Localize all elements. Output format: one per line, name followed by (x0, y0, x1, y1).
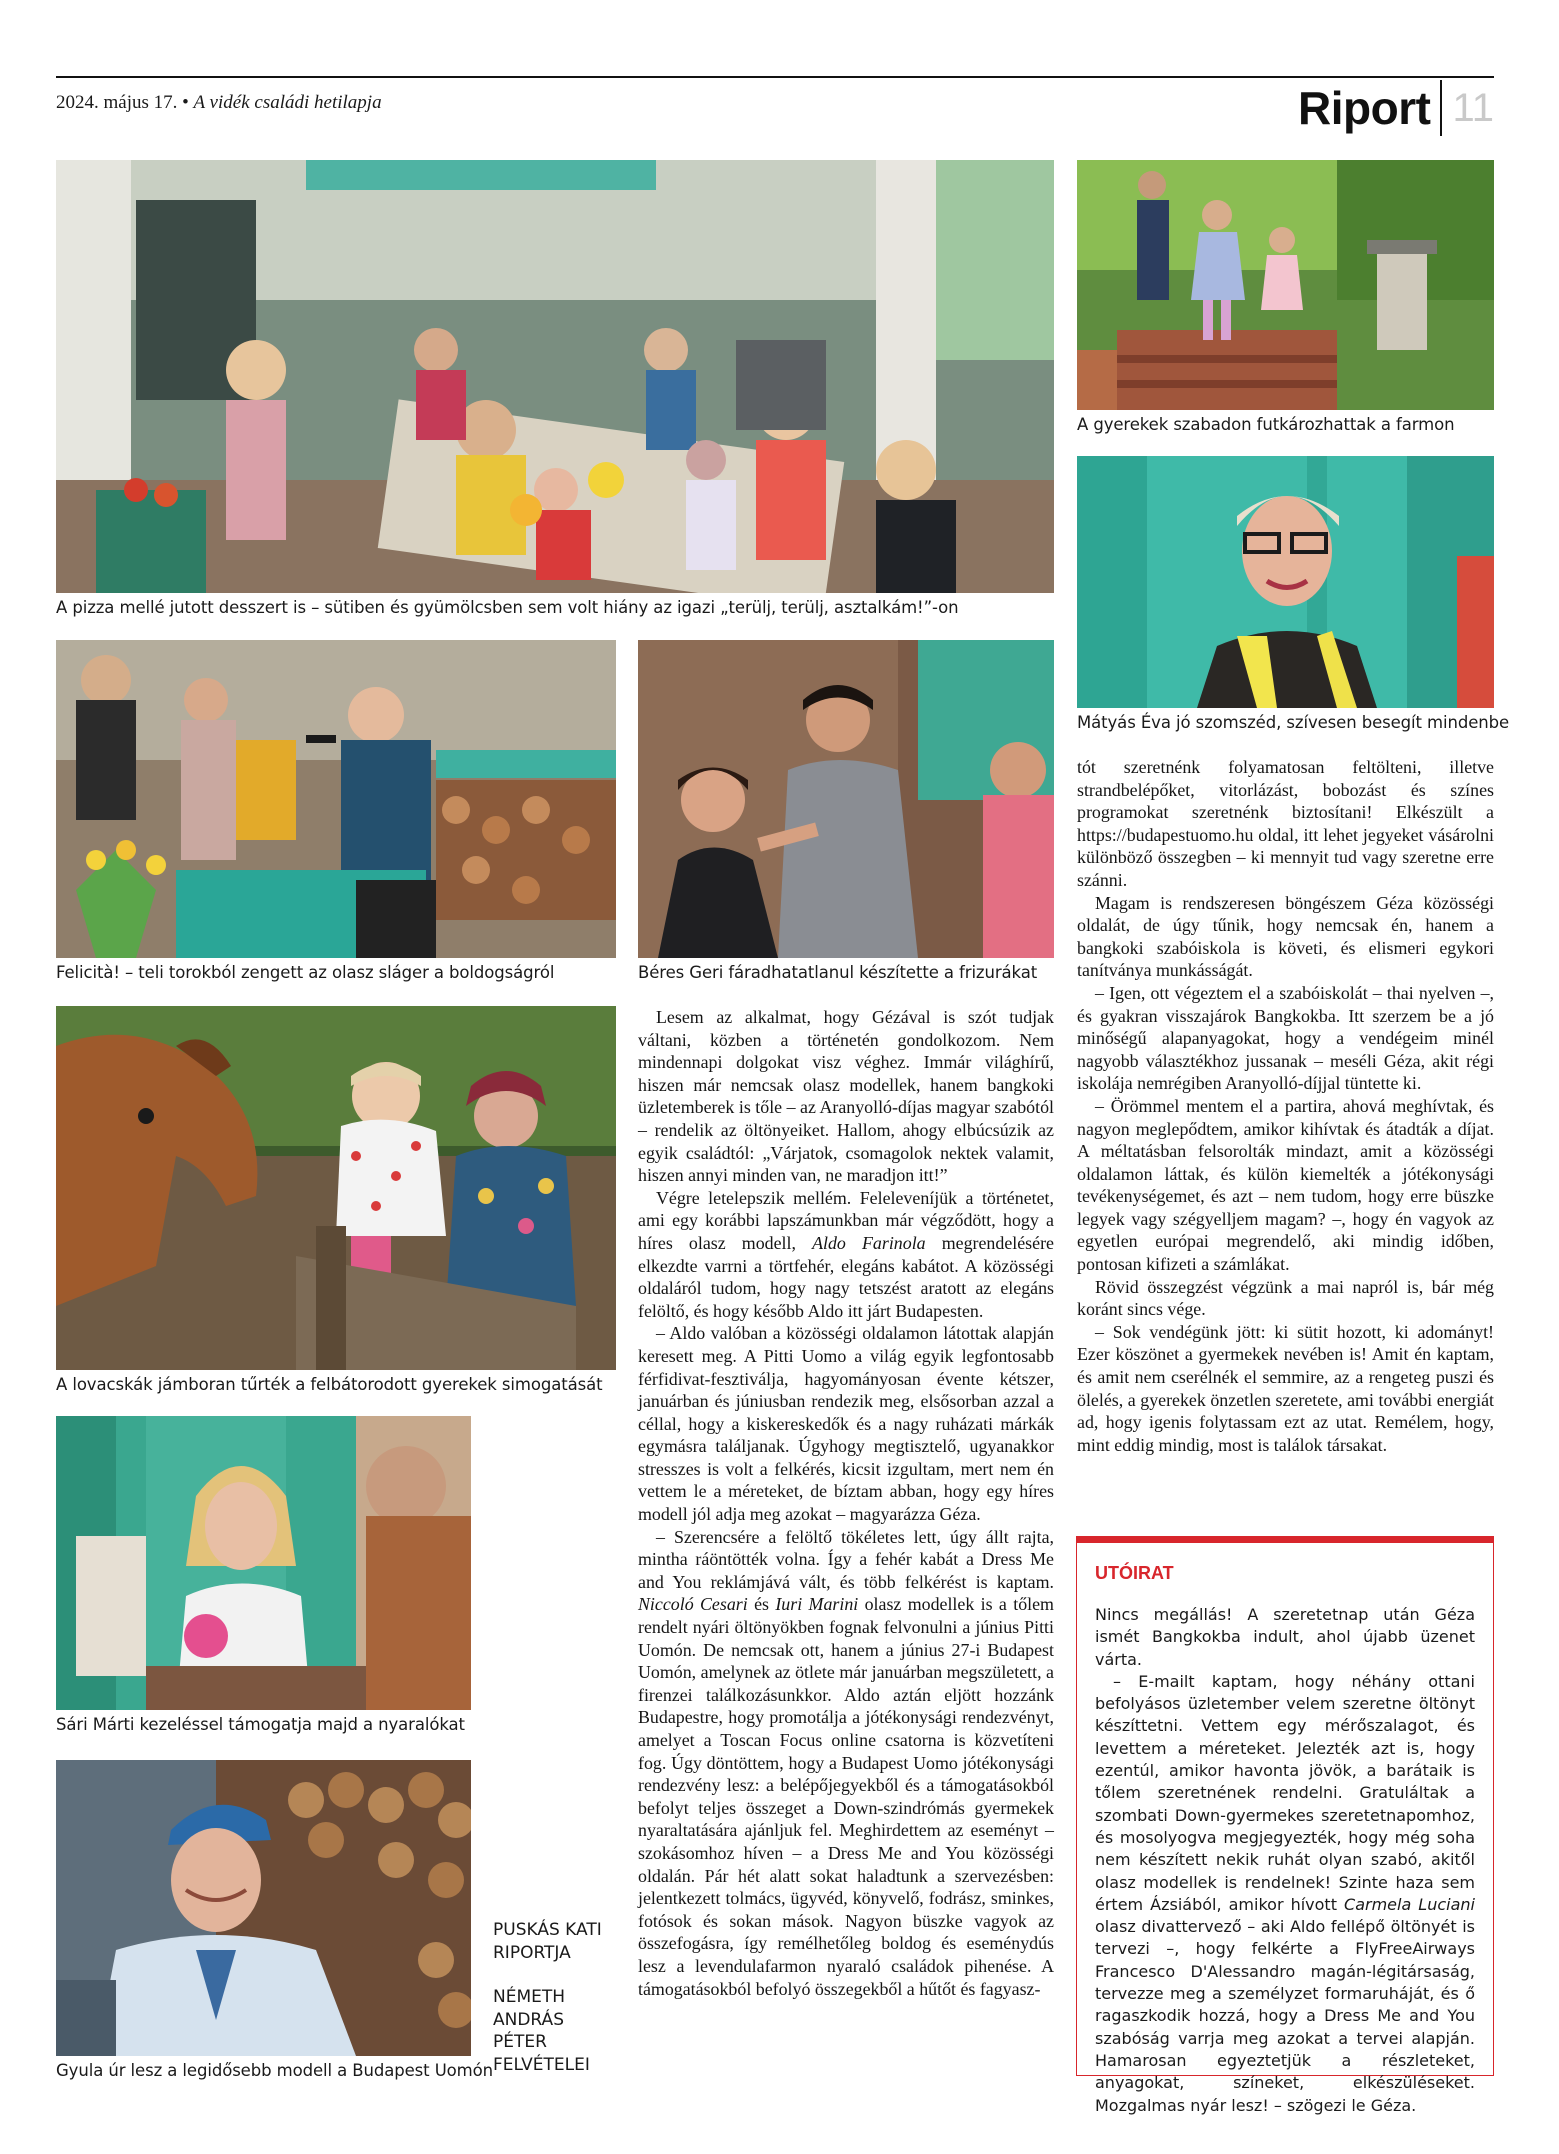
section-title: Riport (1298, 82, 1431, 134)
section-header (1298, 80, 1494, 136)
article-credits (493, 1919, 608, 2076)
photo-dessert-table (56, 160, 1054, 593)
publication-name: A vidék családi hetilapja (193, 92, 382, 113)
article-paragraph: – Sok vendégünk jött: ki sütit hozott, ki adományt! Ezer köszönet a gyermekek nevében is! Amit én kaptam, és amit nem cserélnék el semmire, az a rengeteg puszi és ölelés, a gyerekek önzetlen szeretete, ami további energiát ad, hogy igenis folytassam ezt az utat. Remélem, hogy, mint eddig mindig, most is találok társakat. (1077, 1321, 1494, 1455)
article-paragraph: Rövid összegzést végzünk a mai napról is, bár még koránt sincs vége. (1077, 1276, 1494, 1320)
photo-matyas-eva (1077, 456, 1494, 708)
postscript-box (1076, 1536, 1494, 2115)
caption-matyas-eva: Mátyás Éva jó szomszéd, szívesen besegít mindenbe (1077, 713, 1510, 732)
caption-horses: A lovacskák jámboran tűrték a felbátorodott gyerekek simogatását (56, 1375, 603, 1394)
credit-author-name: PUSKÁS KATI (493, 1920, 602, 1940)
person-name: Niccoló Cesari (638, 1594, 748, 1615)
postscript-body (1095, 1604, 1475, 2117)
caption-sari-marti: Sári Márti kezeléssel támogatja majd a nyaralókat (56, 1715, 465, 1734)
article-column-2 (1077, 756, 1494, 1456)
postscript-paragraph: Nincs megállás! A szeretetnap után Géza ismét Bangkokba indult, ahol újabb üzenet várta. (1095, 1605, 1475, 1669)
article-paragraph: Magam is rendszeresen böngészem Géza közösségi oldalát, de úgy tűnik, hogy nemcsak én, hanem a bangkoki szabóiskola is követi, és elismeri egykori tanítványa munkásságát. (1077, 892, 1494, 981)
credit-photographer-role: FELVÉTELEI (493, 2054, 590, 2075)
issue-date: 2024. május 17. • (56, 92, 189, 113)
page-header (56, 76, 1494, 138)
article-paragraph: – Szerencsére a felöltő tökéletes lett, úgy állt rajta, mintha ráöntötték volna. Így a fehér kabát a Dress Me and You reklámjává vált, és több felkérést is kaptam. Niccoló Cesari és Iuri Marini olasz modellek is a tőlem rendelt nyári öltönyökben fognak felvonulni a június Pitti Uomón. De nemcsak ott, hanem a június 27-i Budapest Uomón, amelynek az ötlete már januárban megszületett, a firenzei találkozásunkkor. Aldo aztán eljött hozzánk Budapestre, hogy promotálja a jótékonysági rendezvényt, amelyet a Toscan Focus online csatorna is közvetíteni fog. Úgy döntöttem, hogy a Budapest Uomo jótékonysági rendezvény lesz: a belépőjegyekből és a támogatásokból befolyt teljes összeget a Down-szindrómás gyermekek nyaraltatására ajánljuk fel. Meghirdettem az eseményt – szokásomhoz híven – a Dress Me and You közösségi oldalán. Pár hét alatt sokat haladtunk a szervezésben: jelentkezett tolmács, ügyvéd, könyvelő, fodrász, sminkes, fotósok és sokan mások. Nagyon büszke vagyok az összefogásra, így remélhetőleg boldog és eseménydús lesz a levendulafarmon nyaraló családok pihenése. A támogatásokból befolyó összegekből a hűtőt és fagyasz- (638, 1526, 1054, 1999)
photo-gyula (56, 1760, 471, 2056)
article-paragraph: Lesem az alkalmat, hogy Gézával is szót tudjak váltani, közben a történetén gondolkozom. Nem mindennapi dolgokat visz véghez. Immár világhírű, hiszen már nemcsak olasz modellek, hanem bangkoki üzletemberek is tőle – az Aranyolló-díjas magyar szabótól – rendelik az öltönyeiket. Hallom, ahogy elbúcsúzik az egyik családtól: „Várjatok, csomagolok nektek valamit, hiszen annyi minden van, ne maradjon itt!” (638, 1007, 1054, 1186)
person-name: Carmela Luciani (1344, 1894, 1475, 1914)
photo-sari-marti (56, 1416, 471, 1710)
article-paragraph: – Aldo valóban a közösségi oldalamon látottak alapján keresett meg. A Pitti Uomo a világ egyik legfontosabb férfidivat-fesztiválja, hagyományosan évente kétszer, januárban és júniusban rendezik meg, elsősorban azzal a céllal, hogy a kiskereskedők és a nagy ruházati márkák egymásra találjanak. Úgyhogy megtisztelő, ugyanakkor stresszes is volt a felkérés, kicsit izgultam, mert nem én vettem le a méreteket, de bíztam abban, hogy egy híres modell jól adja meg azokat – magyarázza Géza. (638, 1323, 1054, 1525)
article-paragraph: – Igen, ott végeztem el a szabóiskolát – thai nyelven –, és gyakran visszajárok Bangkokba. Itt szerzem be a jó minőségű alapanyagokat, hogy a vendégeim minél nagyobb választékhoz jussanak – meséli Géza, akit régi iskolája nemrégiben Aranyolló-díjjal tüntette ki. (1077, 982, 1494, 1094)
article-paragraph: Végre letelepszik mellém. Feleleveníjük a történetet, ami egy korábbi lapszámunkban már végződött, hogy a híres olasz modell, Aldo Farinola megrendelésére elkezdte varrni a törtfehér, elegáns kabátot. A közösségi oldaláról tudom, hogy nagy tetszést aratott az elegáns felöltő, és hogy később Aldo itt járt Budapesten. (638, 1187, 1054, 1321)
credit-photographer-line1: NÉMETH (493, 1987, 566, 2007)
photo-felicita (56, 640, 616, 958)
article-column-1 (638, 1006, 1054, 2000)
page-number: 11 (1440, 80, 1494, 136)
postscript-paragraph: – E-mailt kaptam, hogy néhány ottani befolyásos üzletember velem szeretne öltönyt készíttetni. Vettem egy mérőszalagot, és levettem a méreteket. Jelezték azt is, hogy ezentúl, amikor havonta jövök, a barátaik is tőlem szeretnének rendelni. Gratuláltak a szombati Down-gyermekes szeretetnapomhoz, és mosolyogva megjegyezték, hogy még soha nem készített nekik ruhát olyan szabó, akitől olasz modellek is rendelnek! Szinte haza sem értem Ázsiából, amikor hívott Carmela Luciani olasz divattervező – aki Aldo fellépő öltönyét is tervezi –, hogy felkérte a FlyFreeAirways Francesco D'Alessandro magán-légitársaság, tervezze meg a személyzet formaruháját, és ő ragaszkodik hozzá, hogy a Dress Me and You szabóság varrja meg azokat a tervei alapján. Hamarosan egyeztetjük a részleteket, anyagokat, színeket, elkészüléseket. Mozgalmas nyár lesz! – szögezi le Géza. (1095, 1671, 1475, 2115)
credit-author-role: RIPORTJA (493, 1942, 571, 1963)
credit-photographer-line3: PÉTER (493, 2032, 547, 2052)
caption-beres-geri: Béres Geri fáradhatatlanul készítette a frizurákat (638, 963, 1038, 982)
postscript-title: UTÓIRAT (1095, 1563, 1174, 1583)
photo-horses (56, 1006, 616, 1370)
photo-children-running (1077, 160, 1494, 410)
person-name: Iuri Marini (775, 1594, 859, 1615)
photo-beres-geri (638, 640, 1054, 958)
person-name: Aldo Farinola (812, 1232, 926, 1253)
article-paragraph: – Örömmel mentem el a partira, ahová meghívtak, és nagyon meglepődtem, amikor kihívtak és átadták a díjat. A méltatásban felsorolták mindazt, amit a közösségi oldalamon láttak, és külön kiemelték a jótékonysági tevékenységemet, és azt – nem tudom, hogy erre büszke legyek vagy szégyelljem magam? –, hogy én vagyok az egyetlen európai megrendelő, aki mindig időben, pontosan kifizeti a számlákat. (1077, 1095, 1494, 1275)
credit-photographer-line2: ANDRÁS (493, 2009, 564, 2030)
caption-felicita: Felicità! – teli torokból zengett az olasz sláger a boldogságról (56, 963, 555, 982)
issue-date-line (56, 92, 382, 114)
article-paragraph: tót szeretnénk folyamatosan feltölteni, illetve strandbelépőket, vitorlázást, bobozást és színes programokat szeretnénk biztosítani! Elkészült a https://budapestuomo.hu oldal, itt lehet jegyeket vásárolni különböző összegben – ki mennyit tud vagy szeretne erre szánni. (1077, 757, 1494, 890)
caption-dessert-table: A pizza mellé jutott desszert is – sütiben és gyümölcsben sem volt hiány az igazi „terülj, terülj, asztalkám!”-on (56, 598, 959, 617)
caption-children-running: A gyerekek szabadon futkározhattak a farmon (1077, 415, 1455, 434)
caption-gyula: Gyula úr lesz a legidősebb modell a Budapest Uomón (56, 2061, 493, 2080)
